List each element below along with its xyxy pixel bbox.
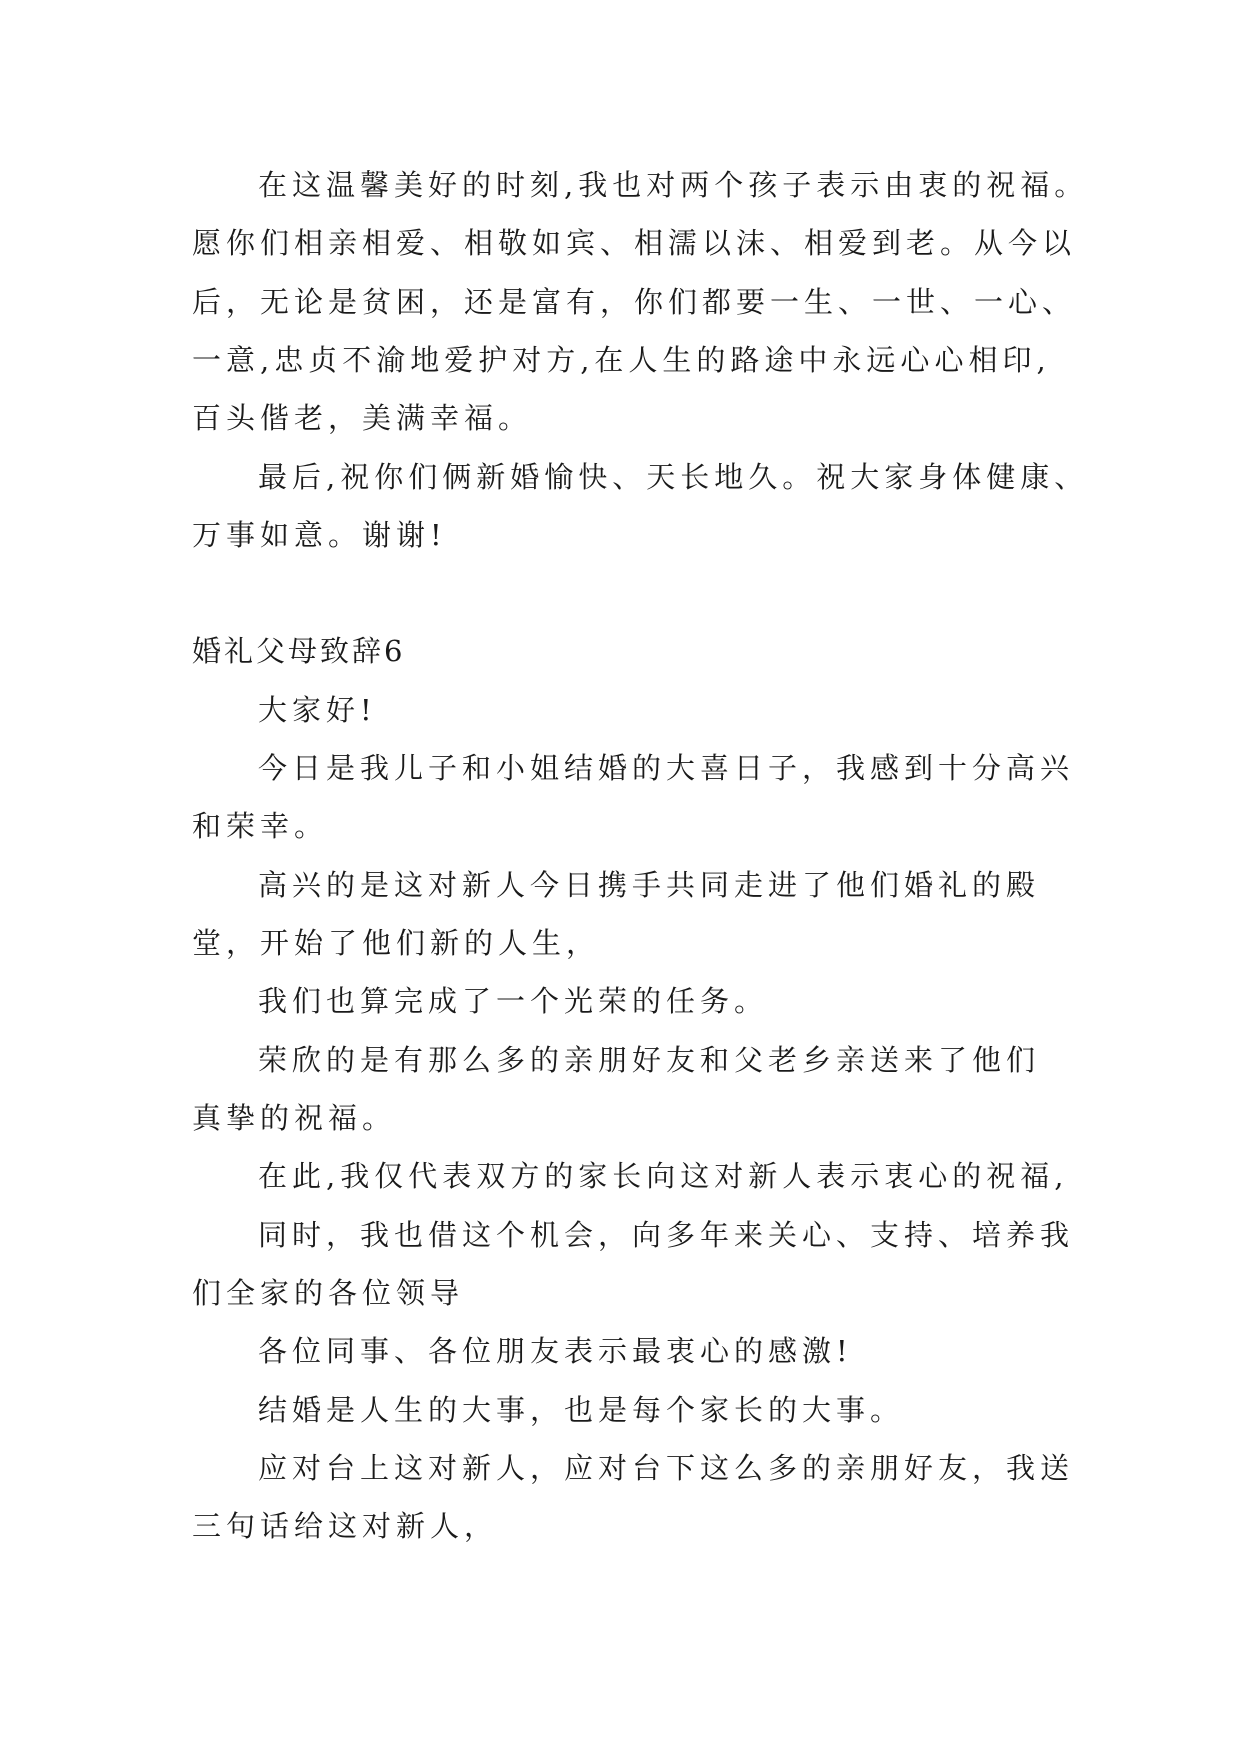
paragraph-line: 今日是我儿子和小姐结婚的大喜日子，我感到十分高兴	[258, 751, 1075, 785]
paragraph-line: 同时，我也借这个机会，向多年来关心、支持、培养我	[258, 1218, 1075, 1252]
greeting: 大家好!	[258, 693, 377, 727]
paragraph-line: 后，无论是贫困，还是富有，你们都要一生、一世、一心、	[192, 285, 1077, 319]
paragraph-line: 荣欣的是有那么多的亲朋好友和父老乡亲送来了他们	[258, 1043, 1041, 1077]
paragraph-line: 应对台上这对新人，应对台下这么多的亲朋好友，我送	[258, 1451, 1075, 1485]
paragraph-line: 们全家的各位领导	[192, 1276, 465, 1310]
paragraph-line: 我们也算完成了一个光荣的任务。	[258, 984, 769, 1018]
paragraph-line: 万事如意。谢谢!	[192, 518, 447, 552]
paragraph-line: 最后,祝你们俩新婚愉快、天长地久。祝大家身体健康、	[258, 460, 1089, 494]
paragraph-line: 在这温馨美好的时刻,我也对两个孩子表示由衷的祝福。	[258, 168, 1089, 202]
paragraph-line: 三句话给这对新人，	[192, 1509, 499, 1543]
paragraph-line: 高兴的是这对新人今日携手共同走进了他们婚礼的殿	[258, 868, 1041, 902]
paragraph-line: 结婚是人生的大事，也是每个家长的大事。	[258, 1393, 905, 1427]
paragraph-line: 愿你们相亲相爱、相敬如宾、相濡以沫、相爱到老。从今以	[192, 226, 1077, 260]
paragraph-line: 真挚的祝福。	[192, 1101, 397, 1135]
paragraph-line: 一意,忠贞不渝地爱护对方,在人生的路途中永远心心相印,	[192, 343, 1051, 377]
section-title: 婚礼父母致辞6	[192, 634, 406, 668]
paragraph-line: 和荣幸。	[192, 809, 329, 843]
paragraph-line: 在此,我仅代表双方的家长向这对新人表示衷心的祝福,	[258, 1159, 1069, 1193]
paragraph-line: 各位同事、各位朋友表示最衷心的感激!	[258, 1334, 853, 1368]
paragraph-line: 堂，开始了他们新的人生，	[192, 926, 601, 960]
paragraph-line: 百头偕老，美满幸福。	[192, 401, 533, 435]
